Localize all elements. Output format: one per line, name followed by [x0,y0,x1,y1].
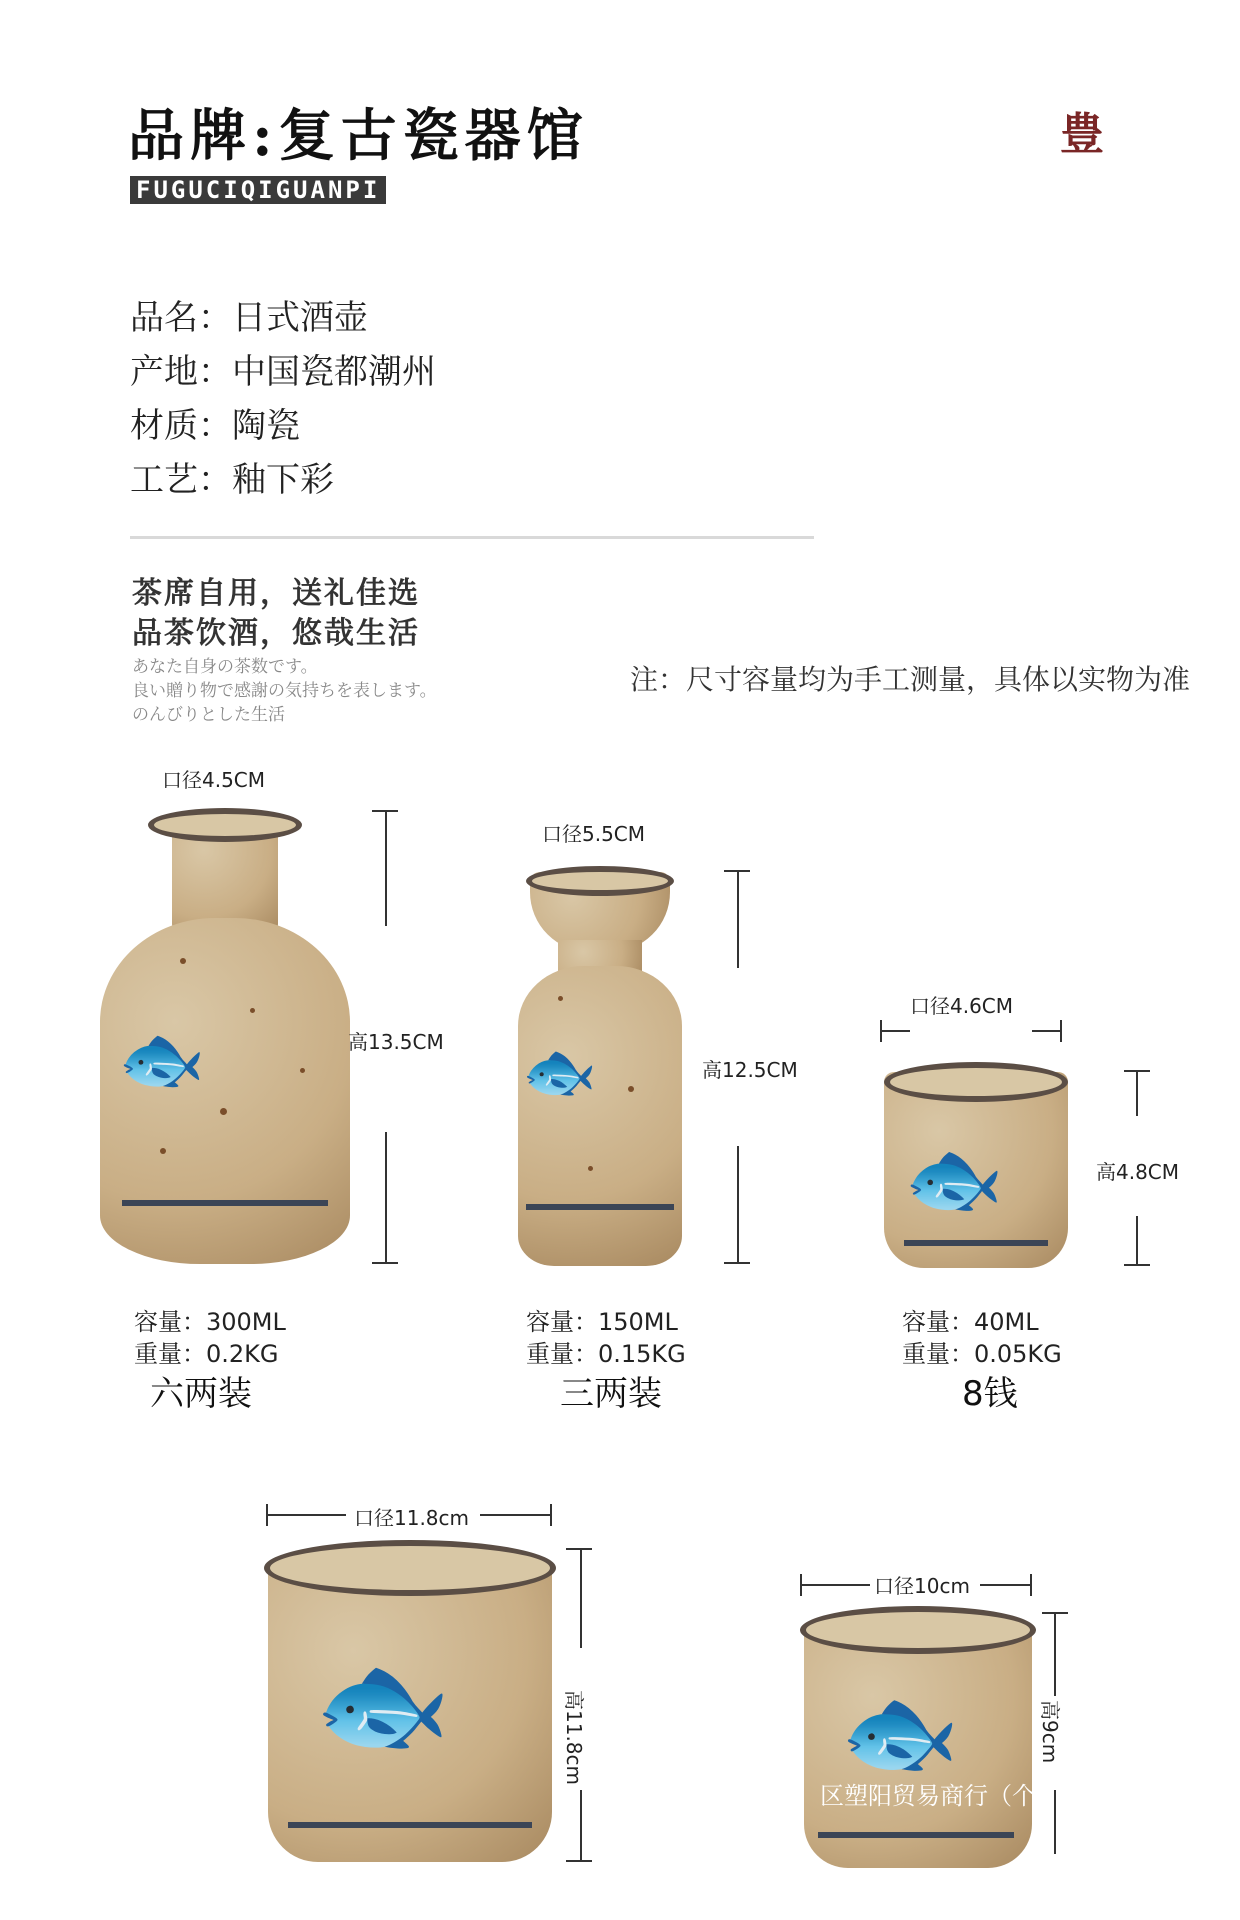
slogan-line-2: 品茶饮酒，悠哉生活 [132,616,420,651]
brand-logo: 豊 [1060,109,1104,160]
dim-line [480,1514,552,1516]
spec-craft: 工艺：釉下彩 [130,460,334,500]
cup-large-height-label: 高11.8cm [562,1690,586,1786]
height-label-2: 高12.5CM [702,1058,798,1082]
dim-line [1054,1612,1056,1696]
dim-line [1136,1070,1138,1116]
cup-large-mouth-label: 口径11.8cm [354,1506,470,1530]
small-cup-image [884,1062,1068,1268]
package-1: 六两装 [150,1374,252,1414]
capacity-2: 容量：150ML [526,1308,678,1336]
koi-fish-icon: 🐟 [840,1676,960,1788]
mouth-label-2: 口径5.5CM [542,822,646,846]
koi-fish-icon: 🐟 [522,1037,597,1107]
package-2: 三两装 [560,1374,662,1414]
bottle-medium-image [518,866,682,1266]
jp-line-1: あなた自身の茶数です。 [132,657,318,677]
dim-line [1032,1030,1062,1032]
bottle-large-image [100,808,350,1264]
jp-line-2: 良い贈り物で感謝の気持ちを表します。 [132,681,437,701]
dim-line [266,1514,346,1516]
dim-line [800,1584,870,1586]
spec-origin: 产地：中国瓷都潮州 [130,352,436,392]
dim-line [980,1584,1030,1586]
mouth-label-1: 口径4.5CM [162,768,266,792]
dim-line [737,870,739,968]
dim-line [880,1030,910,1032]
dim-tick [1060,1020,1062,1042]
dim-line [1054,1790,1056,1854]
capacity-3: 容量：40ML [902,1308,1039,1336]
divider [130,536,814,539]
koi-fish-icon: 🐟 [118,1018,206,1100]
slogan-line-1: 茶席自用，送礼佳选 [132,576,420,611]
capacity-1: 容量：300ML [134,1308,286,1336]
cup-small-image [800,1606,1036,1868]
measurement-note: 注：尺寸容量均为手工测量，具体以实物为准 [630,663,1191,696]
dim-line [580,1790,582,1860]
height-label-3: 高4.8CM [1096,1160,1180,1184]
cup-large-image [264,1540,556,1862]
dim-line [1136,1216,1138,1264]
dim-tick [566,1860,592,1862]
dim-line [737,1146,739,1262]
mouth-label-3: 口径4.6CM [910,994,1014,1018]
dim-tick [1124,1264,1150,1266]
cup-small-mouth-label: 口径10cm [874,1574,970,1598]
spec-material: 材质：陶瓷 [130,406,300,446]
dim-tick [1030,1574,1032,1596]
dim-line [580,1548,582,1648]
package-3: 8钱 [962,1374,1018,1414]
dim-line [385,1132,387,1262]
dim-tick [372,1262,398,1264]
brand-title: 品牌:复古瓷器馆 [128,103,589,169]
spec-name: 品名：日式酒壶 [130,298,368,338]
weight-2: 重量：0.15KG [526,1340,686,1368]
dim-tick [724,1262,750,1264]
koi-fish-icon: 🐟 [904,1132,1004,1225]
shop-watermark: 区塑阳贸易商行（个 [820,1782,1036,1810]
cup-small-height-label: 高9cm [1038,1700,1062,1764]
dim-tick [550,1504,552,1526]
brand-subtitle: FUGUCIQIGUANPI [130,176,386,204]
weight-1: 重量：0.2KG [134,1340,279,1368]
koi-fish-icon: 🐟 [314,1640,451,1768]
weight-3: 重量：0.05KG [902,1340,1062,1368]
height-label-1: 高13.5CM [348,1030,444,1054]
jp-line-3: のんびりとした生活 [132,705,285,725]
dim-line [385,810,387,926]
dim-tick [566,1548,592,1550]
